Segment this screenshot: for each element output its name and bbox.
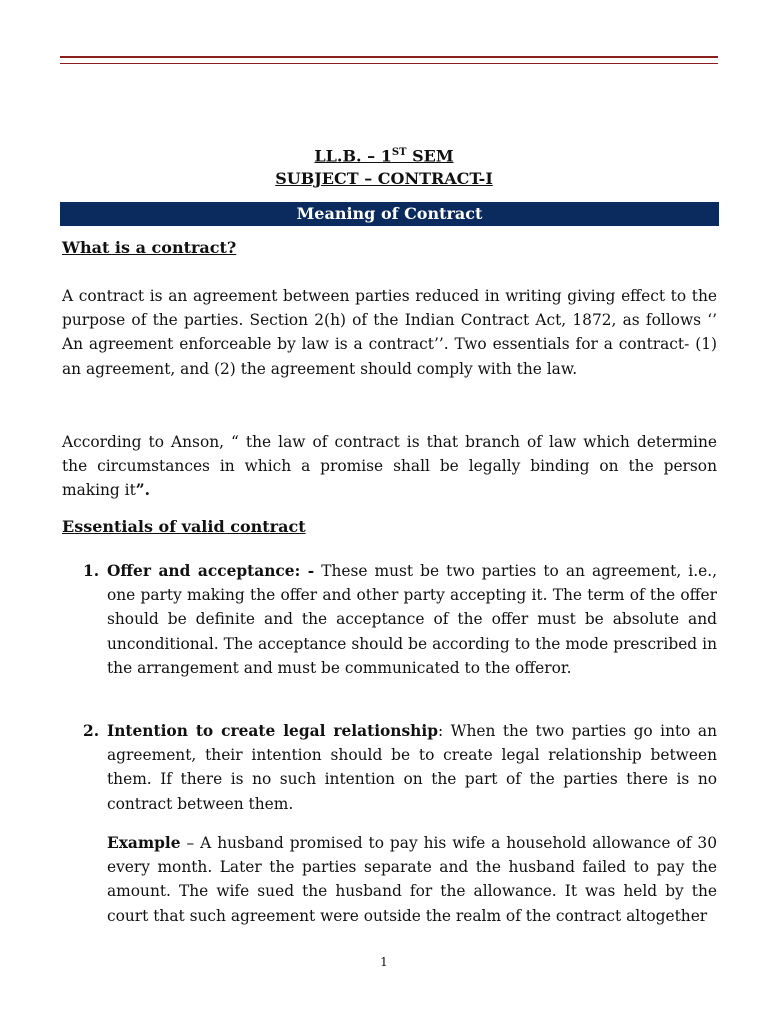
document-heading: [0, 141, 768, 190]
what-is-contract-heading: What is a contract?: [62, 238, 237, 257]
list-item-text: These must be two parties to an agreement, i.e., one party making the offer and other party accepting it. The term of the offer should be definite and the acceptance of the offer must be absolute and unconditional. The acceptance should be according to the mode prescribed in the arrangement and must be communicated to the offeror.: [107, 562, 717, 677]
definition-paragraph: A contract is an agreement between parties reduced in writing giving effect to the purpose of the parties. Section 2(h) of the Indian Contract Act, 1872, as follows ‘’ An agreement enforceable by law is a contract’’. Two essentials for a contract- (1) an agreement, and (2) the agreement should comply with the law.: [62, 287, 717, 378]
list-item-title: Offer and acceptance: -: [107, 562, 315, 580]
list-item: 2. Intention to create legal relationship: When the two parties go into an agreement, their intention should be to create legal relationship between them. If there is no such intention on the part of the parties there is no contract between them.: [83, 722, 717, 813]
anson-paragraph: According to Anson, “ the law of contract is that branch of law which determine the circumstances in which a promise shall be legally binding on the person making it”.: [62, 433, 717, 500]
example-label: Example: [107, 834, 181, 852]
list-item-title: Intention to create legal relationship: [107, 722, 438, 740]
header-rule: [60, 56, 718, 64]
essentials-heading: Essentials of valid contract: [62, 517, 306, 536]
course-title: LL.B. – 1ST SEM: [314, 146, 454, 166]
subject-title: SUBJECT – CONTRACT-I: [275, 169, 493, 189]
example-paragraph: [107, 831, 717, 928]
list-item: 1. Offer and acceptance: - These must be two parties to an agreement, i.e., one party making the offer and other party accepting it. The term of the offer should be definite and the acceptance of the offer must be absolute and unconditional. The acceptance should be according to the mode prescribed in the arrangement and must be communicated to the offeror.: [83, 562, 717, 677]
example-text: – A husband promised to pay his wife a household allowance of 30 every month. Later the parties separate and the husband failed to pay the amount. The wife sued the husband for the allowance. It was held by the court that such agreement were outside the realm of the contract altogether: [107, 834, 717, 925]
list-item-text: : When the two parties go into an agreement, their intention should be to create legal relationship between them. If there is no such intention on the part of the parties there is no contract between them.: [107, 722, 717, 813]
section-banner: Meaning of Contract: [60, 202, 719, 226]
page-number: 1: [380, 955, 388, 969]
